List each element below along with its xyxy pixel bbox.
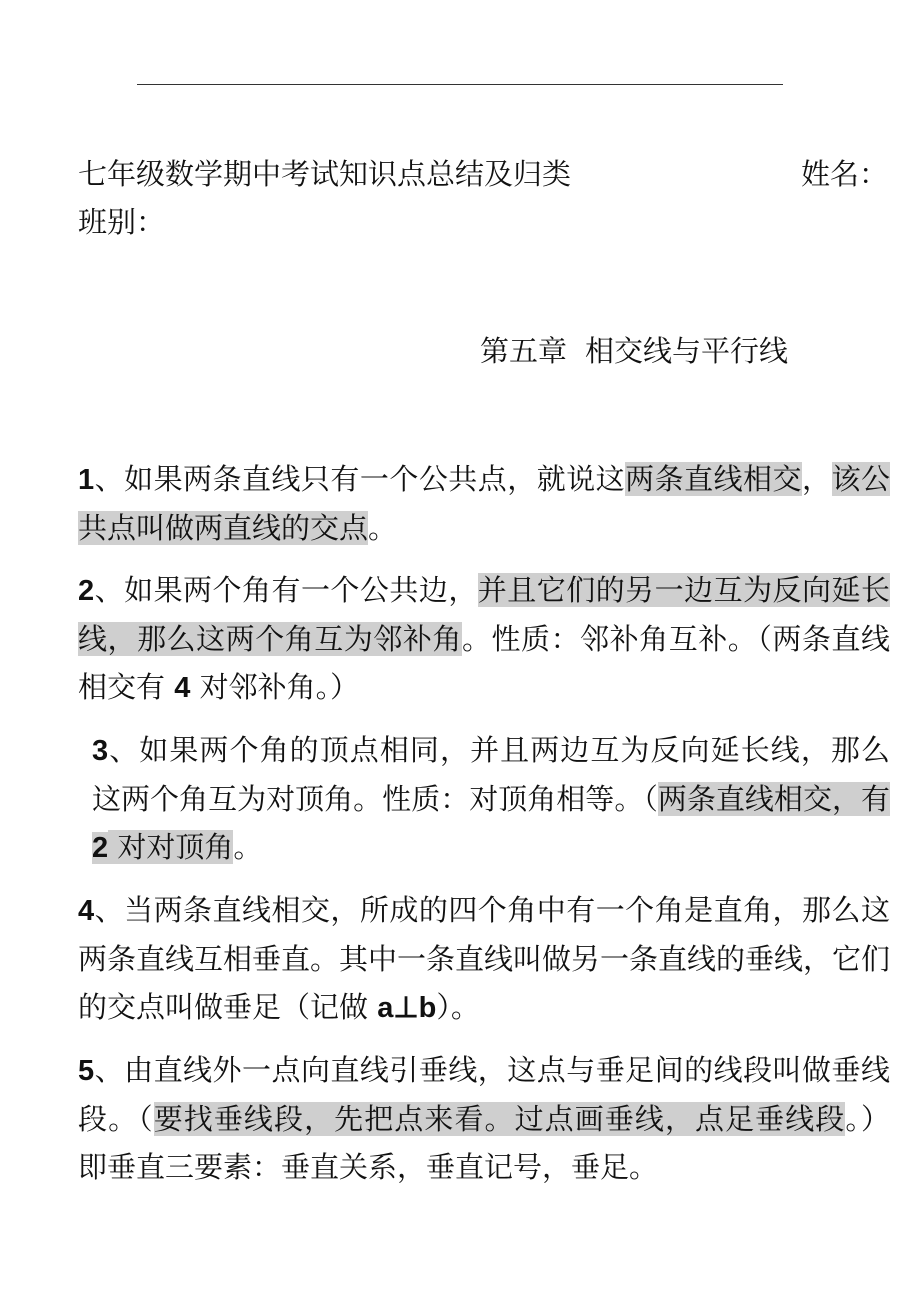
chapter-title: 相交线与平行线 [585, 334, 789, 368]
top-rule [137, 84, 783, 85]
item-text: 对邻补角。） [190, 670, 360, 704]
highlighted-text: 该公共点叫做两直线的交点 [78, 462, 890, 545]
highlighted-text: 2 [92, 832, 109, 864]
highlighted-text: 两条直线相交 [625, 462, 803, 496]
highlighted-text: 两条直线相交，有 [657, 782, 890, 816]
item-number: 3 [92, 735, 109, 767]
document-title: 七年级数学期中考试知识点总结及归类 [78, 157, 572, 191]
item-text: 、如果两个角的顶点相同，并且两边互为反向延长线，那么这两个角互为对顶角。性质：对顶角相等。（ [92, 733, 890, 816]
item-5 [78, 1046, 890, 1191]
content-body [78, 455, 890, 1205]
item-text: 。 [368, 511, 398, 545]
item-text: 4 [174, 672, 191, 704]
header [78, 150, 888, 246]
item-text: 、如果两个角有一个公共边， [94, 573, 478, 607]
item-4 [78, 886, 890, 1032]
item-text: 、如果两条直线只有一个公共点，就说这 [94, 462, 626, 496]
item-text: ， [802, 462, 832, 496]
item-number: 2 [78, 575, 95, 607]
item-2 [78, 566, 890, 712]
chapter-number: 第五章 [480, 334, 568, 368]
item-number: 1 [78, 464, 95, 496]
item-text: 、由直线外一点向直线引垂线，这点与垂足间的线段叫做垂线段。（ [78, 1053, 890, 1136]
highlighted-text: 对对顶角 [108, 830, 234, 864]
class-label: 班别： [78, 205, 166, 239]
item-3 [78, 726, 890, 872]
name-label: 姓名： [800, 157, 888, 191]
chapter-heading [480, 330, 788, 372]
item-text: 。）即垂直三要素：垂直关系，垂直记号，垂足。 [78, 1102, 890, 1184]
highlighted-text: 要找垂线段，先把点来看。过点画垂线，点足垂线段 [153, 1102, 846, 1136]
item-number: 5 [78, 1055, 95, 1087]
item-text: a⊥b [377, 992, 437, 1024]
item-text: 。性质：邻补角互补。（两条直线相交有 [78, 622, 890, 704]
item-text: ）。 [436, 990, 480, 1024]
item-text: 。 [233, 830, 263, 864]
item-text: 、当两条直线相交，所成的四个角中有一个角是直角，那么这两条直线互相垂直。其中一条直线叫做另一条直线的垂线，它们的交点叫做垂足（记做 [78, 893, 891, 1024]
item-number: 4 [78, 895, 95, 927]
highlighted-text: 并且它们的另一边互为反向延长线，那么这两个角互为邻补角 [78, 573, 890, 656]
item-1 [78, 455, 890, 552]
